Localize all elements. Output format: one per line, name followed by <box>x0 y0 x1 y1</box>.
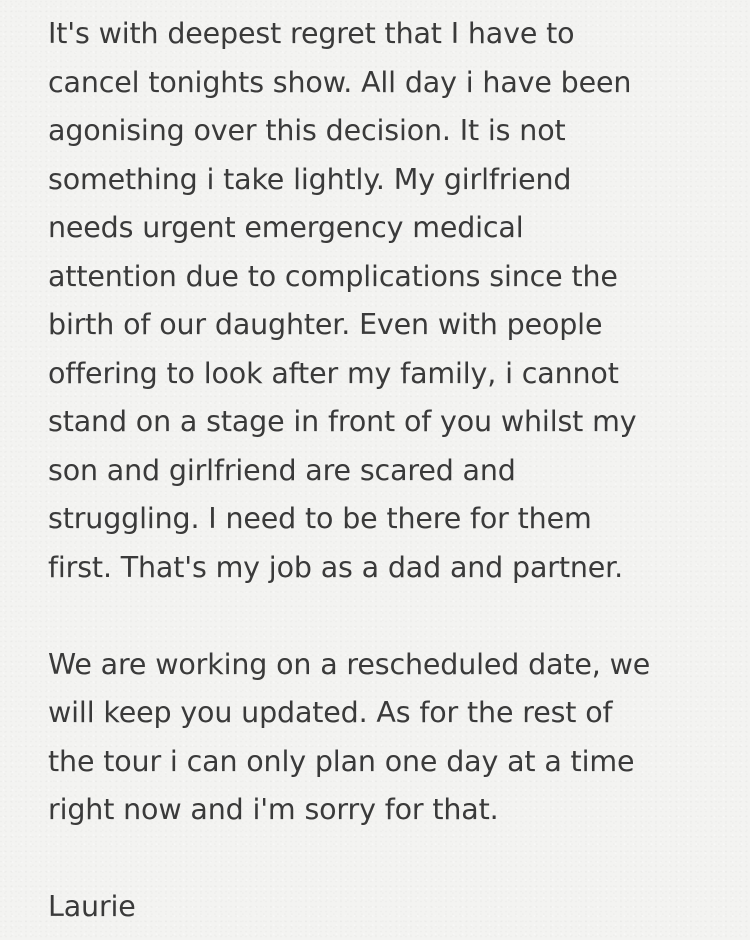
text-line: the tour i can only plan one day at a time <box>48 744 635 778</box>
paragraph-gap <box>48 592 728 641</box>
text-line: birth of our daughter. Even with people <box>48 308 603 341</box>
paragraph-reschedule <box>48 641 728 835</box>
text-line: cancel tonights show. All day i have been <box>48 65 632 99</box>
text-line: something i take lightly. My girlfriend <box>48 162 572 196</box>
text-line: right now and i'm sorry for that. <box>48 793 499 826</box>
note-body <box>48 10 728 932</box>
text-line: It's with deepest regret that I have to <box>48 17 575 50</box>
text-line: needs urgent emergency medical <box>48 211 524 244</box>
paragraph-gap <box>48 835 728 884</box>
text-line: struggling. I need to be there for them <box>48 502 592 535</box>
text-line: first. That's my job as a dad and partner. <box>48 550 624 584</box>
text-line: agonising over this decision. It is not <box>48 114 566 147</box>
text-line: offering to look after my family, i cannot <box>48 356 619 390</box>
text-line: will keep you updated. As for the rest of <box>48 696 613 729</box>
text-line: son and girlfriend are scared and <box>48 453 516 487</box>
signature: Laurie <box>48 890 136 923</box>
paragraph-cancellation <box>48 10 728 592</box>
text-line: stand on a stage in front of you whilst my <box>48 405 637 438</box>
text-line: attention due to complications since the <box>48 259 618 293</box>
text-line: We are working on a rescheduled date, we <box>48 647 651 681</box>
